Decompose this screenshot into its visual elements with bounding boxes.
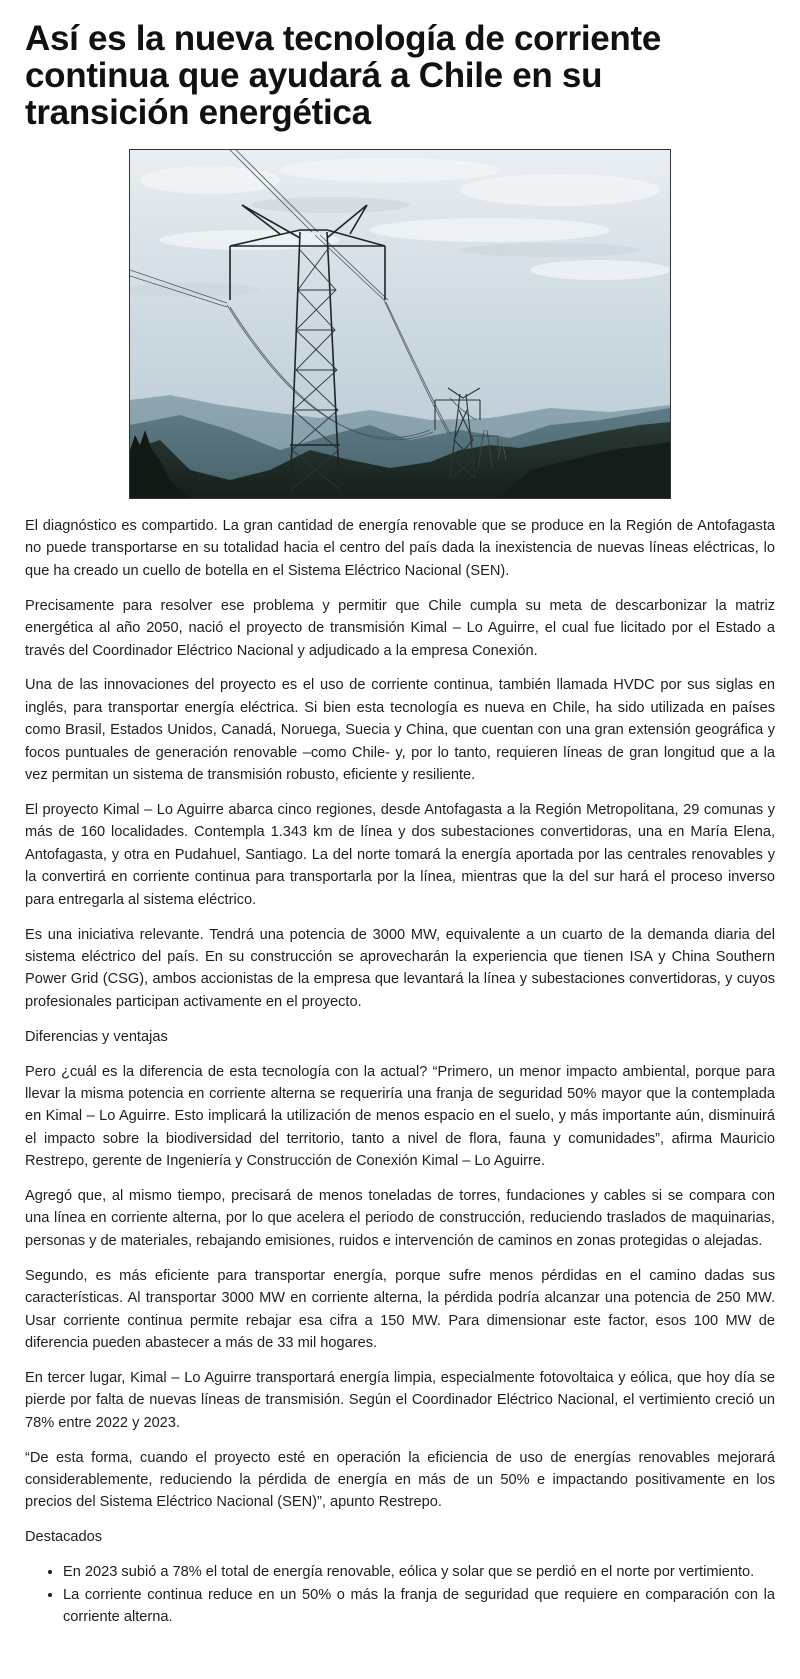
paragraph: Pero ¿cuál es la diferencia de esta tecnología con la actual? “Primero, un menor impacto ambiental, porque para llevar la misma potencia en corriente alterna se requeriría una franja de seguridad 50% mayor que la contemplada en Kimal – Lo Aguirre. Esto implicará la utilización de menos espacio en el suelo, y más importante aún, disminuirá el impacto sobre la biodiversidad del territorio, tanto a nivel de flora, fauna y comunidades”, afirma Mauricio Restrepo, gerente de Ingeniería y Construcción de Conexión Kimal – Lo Aguirre.: [25, 1063, 775, 1170]
highlights-list: [25, 1561, 775, 1628]
highlight-item: • En 2023 subió a 78% el total de energía renovable, eólica y solar que se perdió en el norte por vertimiento.: [63, 1561, 775, 1583]
paragraph: Segundo, es más eficiente para transportar energía, porque sufre menos pérdidas en el camino dadas sus características. Al transportar 3000 MW en corriente alterna, la pérdida podría alcanzar una potencia de 250 MW. Usar corriente continua permite rebajar esa cifra a 150 MW. Para dimensionar este factor, esos 100 MW de diferencia pueden abastecer a más de 33 mil hogares.: [25, 1267, 775, 1351]
paragraph: El diagnóstico es compartido. La gran cantidad de energía renovable que se produce en la Región de Antofagasta no puede transportarse en su totalidad hacia el centro del país dada la inexistencia de nuevas líneas eléctricas, lo que ha creado un cuello de botella en el Sistema Eléctrico Nacional (SEN).: [25, 518, 775, 579]
article-image: [129, 149, 671, 499]
highlight-item: • La corriente continua reduce en un 50% o más la franja de seguridad que requiere en comparación con la corriente alterna.: [63, 1584, 775, 1629]
subheading-differences: Diferencias y ventajas: [25, 1028, 168, 1045]
paragraph: El proyecto Kimal – Lo Aguirre abarca cinco regiones, desde Antofagasta a la Región Metropolitana, 29 comunas y más de 160 localidades. Contempla 1.343 km de línea y dos subestaciones convertidoras, una en María Elena, Antofagasta, y otra en Pudahuel, Santiago. La del norte tomará la energía aportada por las centrales renovables y la convertirá en corriente continua para transportarla por la línea, mientras que la del sur hará el proceso inverso para entregarla al sistema eléctrico.: [25, 801, 775, 908]
paragraph: Es una iniciativa relevante. Tendrá una potencia de 3000 MW, equivalente a un cuarto de la demanda diaria del sistema eléctrico del país. En su construcción se aprovecharán la experiencia que tienen ISA y China Southern Power Grid (CSG), ambos accionistas de la empresa que levantará la línea y subestaciones convertidoras, y cuyos profesionales participan activamente en el proyecto.: [25, 926, 775, 1010]
paragraph: Agregó que, al mismo tiempo, precisará de menos toneladas de torres, fundaciones y cables si se compara con una línea en corriente alterna, por lo que acelera el periodo de construcción, reduciendo traslados de maquinarias, personas y de materiales, rebajando emisiones, ruidos e intervención de caminos en zonas protegidas o alejadas.: [25, 1188, 775, 1249]
paragraph: En tercer lugar, Kimal – Lo Aguirre transportará energía limpia, especialmente fotovoltaica y eólica, que hoy día se pierde por falta de nuevas líneas de transmisión. Según el Coordinador Eléctrico Nacional, el vertimiento creció un 78% entre 2022 y 2023.: [25, 1369, 775, 1431]
article-title: Así es la nueva tecnología de corriente continua que ayudará a Chile en su transición energética: [25, 19, 662, 132]
photo-transmission-towers-icon: [130, 150, 670, 498]
paragraph: Precisamente para resolver ese problema y permitir que Chile cumpla su meta de descarbonizar la matriz energética al año 2050, nació el proyecto de transmisión Kimal – Lo Aguirre, el cual fue licitado por el Estado a través del Coordinador Eléctrico Nacional y adjudicado a la empresa Conexión.: [25, 597, 775, 659]
subheading-highlights: Destacados: [25, 1529, 103, 1546]
paragraph: Una de las innovaciones del proyecto es el uso de corriente continua, también llamada HVDC por sus siglas en inglés, para transportar energía eléctrica. Si bien esta tecnología es nueva en Chile, ha sido utilizada en países como Brasil, Estados Unidos, Canadá, Noruega, Suecia y China, que cuentan con una gran extensión geográfica y focos puntuales de generación renovable –como Chile- y, por lo tanto, requieren líneas de gran longitud que a la vez permitan un sistema de transmisión robusto, eficiente y resiliente.: [25, 677, 775, 784]
paragraph: “De esta forma, cuando el proyecto esté en operación la eficiencia de uso de energías renovables mejorará considerablemente, reduciendo la pérdida de energía en más de un 50% e impactando positivamente en los precios del Sistema Eléctrico Nacional (SEN)”, apunto Restrepo.: [25, 1449, 775, 1511]
